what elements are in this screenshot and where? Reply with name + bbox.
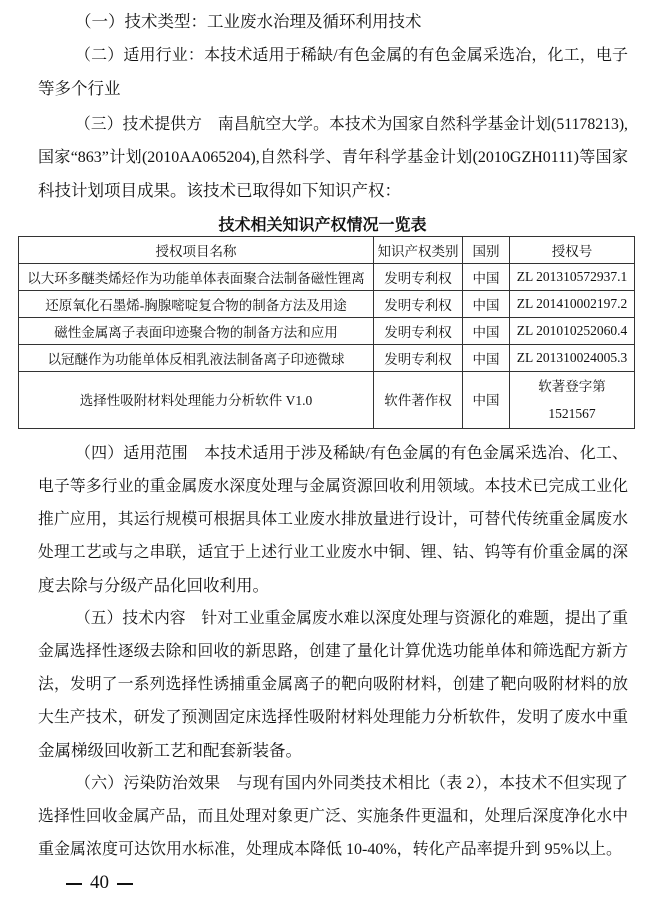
paragraph-line: 度去除与分级产品化回收利用。 [38, 576, 269, 595]
cell-type: 发明专利权 [374, 318, 463, 345]
paragraph-line: （六）污染防治效果 与现有国内外同类技术相比（表 2），本技术不但实现了 [75, 775, 628, 792]
cell-type: 软件著作权 [374, 372, 463, 429]
cell-name: 以大环多醚类烯烃作为功能单体表面聚合法制备磁性锂离 [19, 264, 374, 291]
paragraph-line: 金属梯级回收新工艺和配套新装备。 [38, 741, 302, 760]
cell-country: 中国 [463, 264, 510, 291]
paragraph-line: 等多个行业 [38, 79, 121, 98]
paragraph-line: 国家“863”计划(2010AA065204),自然科学、青年科学基金计划(2010GZH0111)等国家 [38, 149, 628, 166]
table-row [19, 372, 635, 429]
paragraph-line: 处理工艺或与之串联，适宜于上述行业工业废水中铜、锂、钴、钨等有价重金属的深 [38, 544, 628, 561]
paragraph-line: 大生产技术，研发了预测固定床选择性吸附材料处理能力分析软件，发明了废水中重 [38, 709, 628, 726]
cell-name: 以冠醚作为功能单体反相乳液法制备离子印迹微球 [19, 345, 374, 372]
table-header-row [19, 237, 635, 264]
cell-number: 软著登字第 1521567 [510, 372, 635, 429]
cell-name: 选择性吸附材料处理能力分析软件 V1.0 [19, 372, 374, 429]
header-cell: 知识产权类别 [374, 237, 463, 264]
paragraph-line: （一）技术类型：工业废水治理及循环利用技术 [75, 12, 422, 31]
cell-type: 发明专利权 [374, 345, 463, 372]
paragraph-line: （三）技术提供方 南昌航空大学。本技术为国家自然科学基金计划(51178213), [75, 116, 628, 133]
header-cell: 国别 [463, 237, 510, 264]
dash-right [117, 883, 133, 885]
paragraph-line: 选择性回收金属产品，而且处理对象更广泛、实施条件更温和，处理后深度净化水中 [38, 808, 628, 825]
cell-number: ZL 201310572937.1 [510, 264, 635, 291]
table-row [19, 291, 635, 318]
cell-name: 磁性金属离子表面印迹聚合物的制备方法和应用 [19, 318, 374, 345]
cell-number: ZL 201310024005.3 [510, 345, 635, 372]
page-number [58, 872, 141, 894]
paragraph-line: 法，发明了一系列选择性诱捕重金属离子的靶向吸附材料，创建了靶向吸附材料的放 [38, 676, 628, 693]
dash-left [66, 883, 82, 885]
header-cell: 授权号 [510, 237, 635, 264]
table-title: 技术相关知识产权情况一览表 [218, 215, 427, 234]
page-number-text: 40 [90, 872, 109, 893]
cell-country: 中国 [463, 372, 510, 429]
cell-type: 发明专利权 [374, 291, 463, 318]
table-row [19, 318, 635, 345]
cell-country: 中国 [463, 291, 510, 318]
paragraph-line: 金属选择性逐级去除和回收的新思路，创建了量化计算优选功能单体和筛选配方新方 [38, 643, 628, 660]
ip-table [18, 236, 635, 429]
paragraph-line: 科技计划项目成果。该技术已取得如下知识产权： [38, 181, 401, 200]
table-row [19, 345, 635, 372]
table-row [19, 264, 635, 291]
paragraph-line: 推广应用，其运行规模可根据具体工业废水排放量进行设计，可替代传统重金属废水 [38, 511, 628, 528]
paragraph-line: （四）适用范围 本技术适用于涉及稀缺/有色金属的有色金属采选冶、化工、 [75, 445, 628, 462]
paragraph-line: （二）适用行业：本技术适用于稀缺/有色金属的有色金属采选冶，化工，电子 [75, 47, 628, 64]
paragraph-line: 重金属浓度可达饮用水标准，处理成本降低 10-40%，转化产品率提升到 95%以上。 [38, 841, 622, 858]
cell-number: ZL 201010252060.4 [510, 318, 635, 345]
paragraph-line: （五）技术内容 针对工业重金属废水难以深度处理与资源化的难题，提出了重 [75, 610, 628, 627]
header-cell: 授权项目名称 [19, 237, 374, 264]
paragraph-line: 电子等多行业的重金属废水深度处理与金属资源回收利用领域。本技术已完成工业化 [38, 478, 628, 495]
cell-country: 中国 [463, 345, 510, 372]
cell-name: 还原氧化石墨烯-胸腺嘧啶复合物的制备方法及用途 [19, 291, 374, 318]
cell-type: 发明专利权 [374, 264, 463, 291]
cell-number: ZL 201410002197.2 [510, 291, 635, 318]
cell-country: 中国 [463, 318, 510, 345]
